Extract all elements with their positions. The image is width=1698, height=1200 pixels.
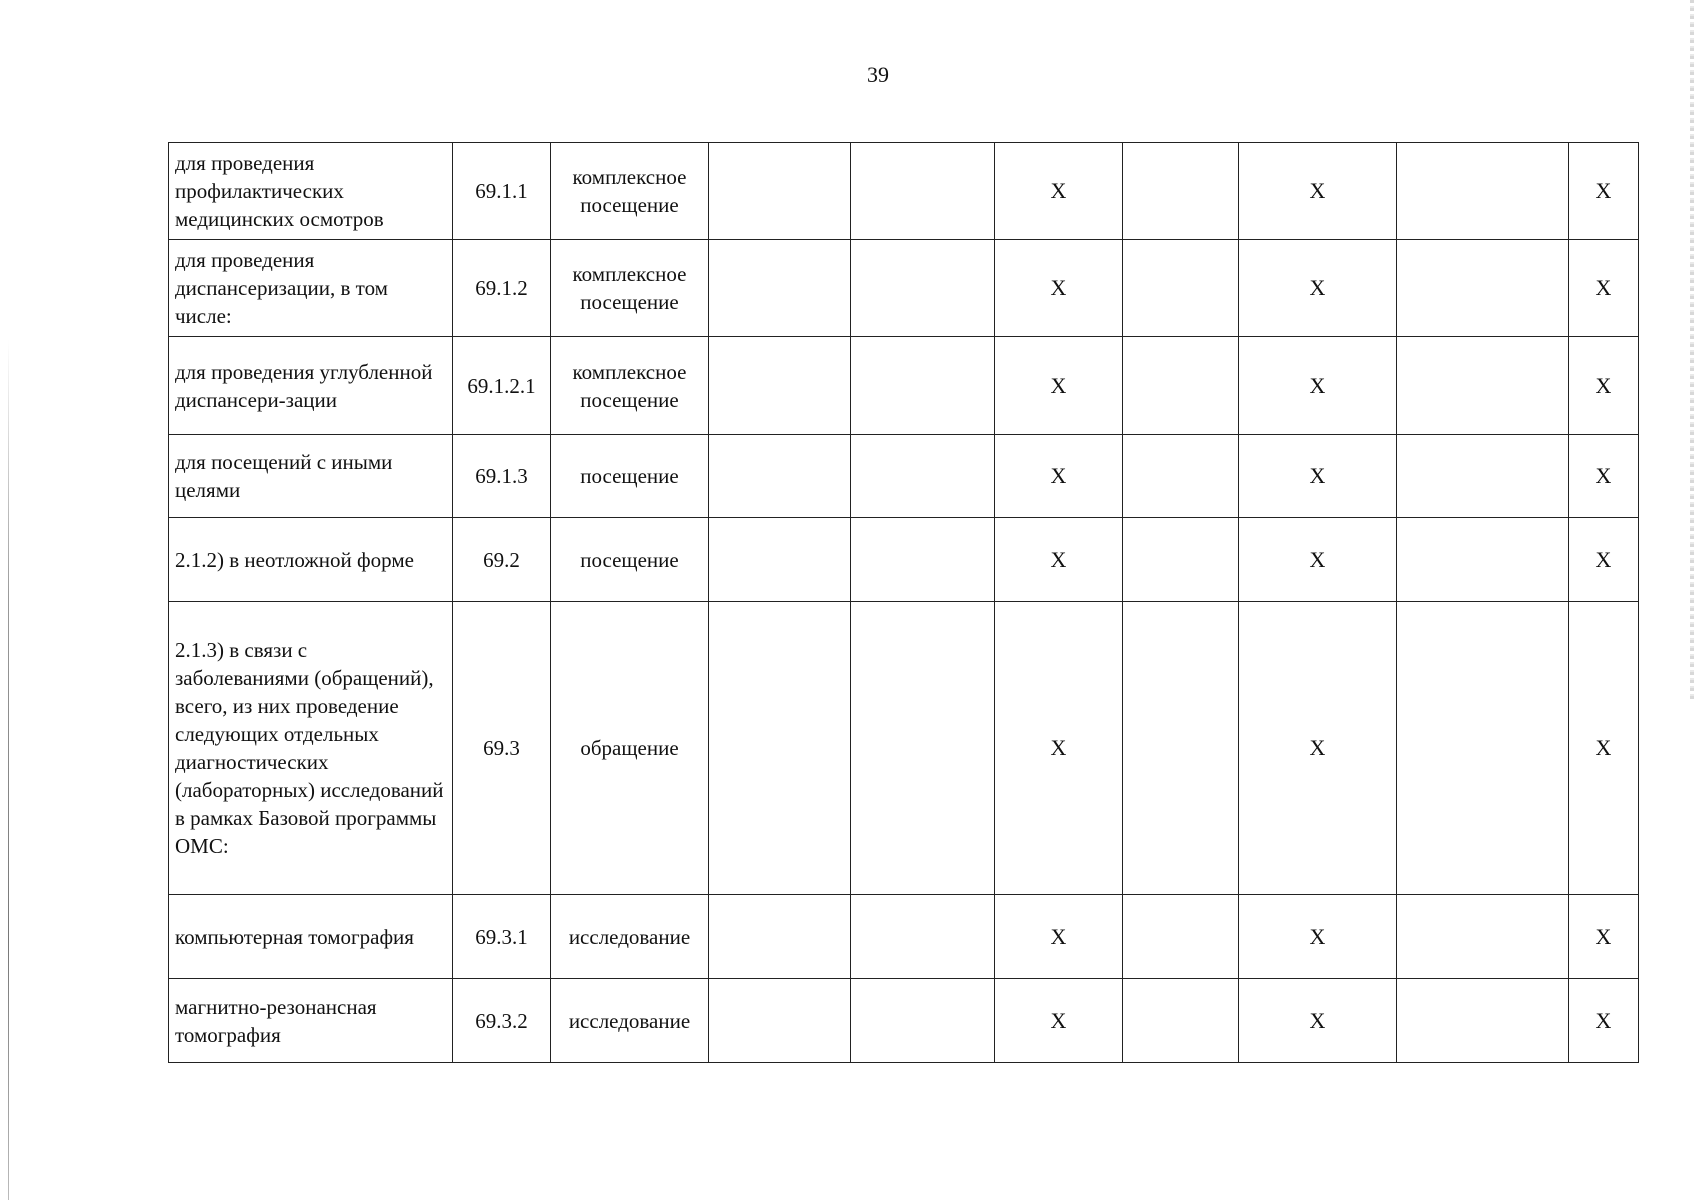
cell-col9 xyxy=(1397,435,1569,518)
row-label: компьютерная томография xyxy=(169,895,453,979)
cell-col10: Х xyxy=(1569,979,1639,1063)
cell-col5 xyxy=(851,240,995,337)
cell-col10: Х xyxy=(1569,240,1639,337)
cell-col9 xyxy=(1397,143,1569,240)
row-unit: посещение xyxy=(551,518,709,602)
cell-col6: Х xyxy=(995,895,1123,979)
cell-col7 xyxy=(1123,337,1239,435)
cell-col9 xyxy=(1397,602,1569,895)
cell-col4 xyxy=(709,979,851,1063)
row-code: 69.3.2 xyxy=(453,979,551,1063)
row-label: для посещений с иными целями xyxy=(169,435,453,518)
cell-col6: Х xyxy=(995,337,1123,435)
cell-col8: Х xyxy=(1239,240,1397,337)
row-code: 69.1.2.1 xyxy=(453,337,551,435)
cell-col6: Х xyxy=(995,602,1123,895)
cell-col9 xyxy=(1397,240,1569,337)
cell-col5 xyxy=(851,143,995,240)
row-label: для проведения профилактических медицинских осмотров xyxy=(169,143,453,240)
row-label: 2.1.3) в связи с заболеваниями (обращений), всего, из них проведение следующих отдельных диагностических (лабораторных) исследований в рамках Базовой программы ОМС: xyxy=(169,602,453,895)
table-row xyxy=(169,602,1639,895)
data-table xyxy=(168,142,1639,1063)
cell-col7 xyxy=(1123,435,1239,518)
cell-col7 xyxy=(1123,240,1239,337)
cell-col6: Х xyxy=(995,435,1123,518)
row-code: 69.3 xyxy=(453,602,551,895)
cell-col8: Х xyxy=(1239,602,1397,895)
cell-col5 xyxy=(851,518,995,602)
cell-col8: Х xyxy=(1239,337,1397,435)
cell-col10: Х xyxy=(1569,337,1639,435)
table-row xyxy=(169,240,1639,337)
row-code: 69.1.3 xyxy=(453,435,551,518)
table-row xyxy=(169,979,1639,1063)
row-label: магнитно-резонансная томография xyxy=(169,979,453,1063)
row-unit: посещение xyxy=(551,435,709,518)
page-number: 39 xyxy=(867,62,889,87)
cell-col8: Х xyxy=(1239,435,1397,518)
cell-col7 xyxy=(1123,979,1239,1063)
scan-edge-left xyxy=(8,340,9,1200)
cell-col8: Х xyxy=(1239,143,1397,240)
row-unit: комплексное посещение xyxy=(551,337,709,435)
row-unit: комплексное посещение xyxy=(551,240,709,337)
cell-col7 xyxy=(1123,143,1239,240)
cell-col5 xyxy=(851,602,995,895)
row-label: 2.1.2) в неотложной форме xyxy=(169,518,453,602)
cell-col4 xyxy=(709,895,851,979)
cell-col4 xyxy=(709,337,851,435)
cell-col9 xyxy=(1397,337,1569,435)
table-row xyxy=(169,337,1639,435)
cell-col5 xyxy=(851,979,995,1063)
cell-col7 xyxy=(1123,518,1239,602)
cell-col10: Х xyxy=(1569,518,1639,602)
table-row xyxy=(169,435,1639,518)
row-code: 69.3.1 xyxy=(453,895,551,979)
cell-col6: Х xyxy=(995,979,1123,1063)
row-label: для проведения диспансеризации, в том числе: xyxy=(169,240,453,337)
table-row xyxy=(169,518,1639,602)
cell-col9 xyxy=(1397,979,1569,1063)
cell-col10: Х xyxy=(1569,143,1639,240)
row-code: 69.2 xyxy=(453,518,551,602)
cell-col7 xyxy=(1123,602,1239,895)
cell-col8: Х xyxy=(1239,518,1397,602)
cell-col6: Х xyxy=(995,518,1123,602)
cell-col4 xyxy=(709,602,851,895)
cell-col4 xyxy=(709,518,851,602)
cell-col6: Х xyxy=(995,240,1123,337)
cell-col10: Х xyxy=(1569,435,1639,518)
cell-col9 xyxy=(1397,518,1569,602)
row-unit: комплексное посещение xyxy=(551,143,709,240)
cell-col10: Х xyxy=(1569,895,1639,979)
cell-col4 xyxy=(709,240,851,337)
row-code: 69.1.2 xyxy=(453,240,551,337)
cell-col5 xyxy=(851,337,995,435)
row-unit: обращение xyxy=(551,602,709,895)
cell-col7 xyxy=(1123,895,1239,979)
row-unit: исследование xyxy=(551,895,709,979)
cell-col8: Х xyxy=(1239,895,1397,979)
cell-col4 xyxy=(709,143,851,240)
table-row xyxy=(169,895,1639,979)
row-label: для проведения углубленной диспансери-зации xyxy=(169,337,453,435)
row-code: 69.1.1 xyxy=(453,143,551,240)
cell-col6: Х xyxy=(995,143,1123,240)
cell-col10: Х xyxy=(1569,602,1639,895)
scan-edge-right xyxy=(1690,0,1694,700)
cell-col9 xyxy=(1397,895,1569,979)
cell-col8: Х xyxy=(1239,979,1397,1063)
cell-col5 xyxy=(851,895,995,979)
table-body xyxy=(169,143,1639,1063)
table-row xyxy=(169,143,1639,240)
row-unit: исследование xyxy=(551,979,709,1063)
cell-col4 xyxy=(709,435,851,518)
cell-col5 xyxy=(851,435,995,518)
